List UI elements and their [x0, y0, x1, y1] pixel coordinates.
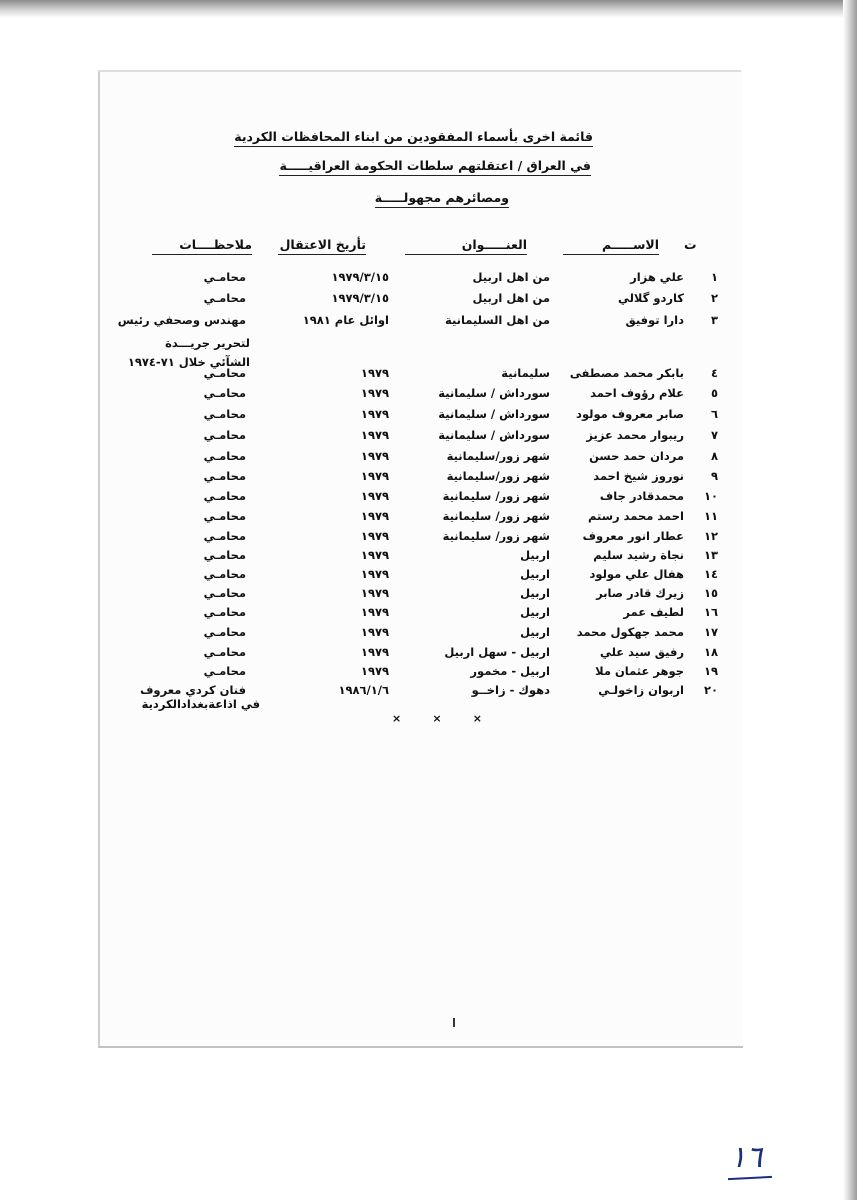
row-number: ٤: [710, 366, 718, 380]
row-notes: محامـي: [203, 605, 246, 619]
row-number: ٩: [710, 469, 718, 483]
row-notes: محامـي: [203, 509, 246, 523]
row-date: ١٩٧٩: [360, 645, 389, 659]
table-row: [100, 428, 720, 446]
row-name: اربوان زاخولـي: [598, 683, 684, 697]
row-name: جوهر عثمان ملا: [595, 664, 684, 678]
row-number: ٨: [710, 449, 718, 463]
sheet-top-edge: [98, 70, 741, 72]
row-address: سورداش / سليمانية: [438, 386, 550, 400]
row-number: ١٦: [703, 605, 718, 619]
row-address: شهر زور/سليمانية: [446, 469, 550, 483]
row-number: ٣: [710, 313, 718, 327]
row-notes: محامـي: [203, 567, 246, 581]
table-row: [100, 469, 720, 487]
row-number: ٢: [710, 291, 718, 305]
title-line-1: قائمة اخرى بأسماء المفقودين من ابناء المحافظات الكردية: [234, 129, 593, 147]
row-name: احمد محمد رستم: [588, 509, 684, 523]
row-name: هفال علي مولود: [589, 567, 684, 581]
header-address: العنـــــوان: [405, 237, 527, 255]
row-address: من اهل اربيل: [472, 291, 550, 305]
page-number-underline: [728, 1176, 772, 1180]
row-number: ١٢: [703, 529, 718, 543]
row-notes: محامـي: [203, 489, 246, 503]
row-address: اربيل: [520, 625, 550, 639]
row-date: ١٩٧٩: [360, 586, 389, 600]
row-notes: محامـي: [203, 586, 246, 600]
row-date: ١٩٧٩: [360, 548, 389, 562]
notes-extra-line: الشآئي خلال ٧١-١٩٧٤: [127, 355, 250, 369]
row-name: نجاة رشيد سليم: [593, 548, 684, 562]
notes-extra-line: في اذاعةبغدادالكردية: [141, 697, 260, 711]
handwritten-page-number: ١٦: [730, 1140, 763, 1175]
row-date: ١٩٧٩: [360, 469, 389, 483]
row-address: شهر زور/ سليمانية: [442, 509, 550, 523]
row-notes: محامـي: [203, 407, 246, 421]
row-date: ١٩٧٩: [360, 664, 389, 678]
row-notes: محامـي: [203, 548, 246, 562]
row-number: ٢٠: [703, 683, 718, 697]
row-address: سورداش / سليمانية: [438, 407, 550, 421]
row-name: كاردو گلالي: [617, 291, 684, 305]
row-date: ١٩٧٩: [360, 529, 389, 543]
table-row: [100, 509, 720, 527]
row-address: اربيل: [520, 586, 550, 600]
row-name: صابر معروف مولود: [576, 407, 684, 421]
row-address: شهر زور/ سليمانية: [442, 529, 550, 543]
row-date: ١٩٧٩/٣/١٥: [331, 291, 389, 305]
row-date: اوائل عام ١٩٨١: [302, 313, 389, 327]
row-number: ١١: [703, 509, 718, 523]
table-row: [100, 605, 720, 623]
row-name: رفيق سيد علي: [599, 645, 684, 659]
row-date: ١٩٨٦/١/٦: [338, 683, 389, 697]
row-date: ١٩٧٩: [360, 449, 389, 463]
row-date: ١٩٧٩: [360, 605, 389, 619]
row-address: اربيل: [520, 567, 550, 581]
header-notes: ملاحظــــات: [152, 237, 252, 255]
row-address: دهوك - زاخــو: [471, 683, 550, 697]
title-line-3: ومصائرهم مجهولـــــة: [375, 190, 509, 208]
row-number: ٦: [710, 407, 718, 421]
page-tick-mark: [453, 1018, 455, 1027]
row-name: ريبوار محمد عزيز: [586, 428, 684, 442]
table-row: [100, 313, 720, 331]
end-mark: ×: [392, 712, 402, 725]
table-row: [100, 489, 720, 507]
table-row: [100, 270, 720, 288]
table-row: [100, 625, 720, 643]
table-row: [100, 548, 720, 566]
end-mark: ×: [432, 712, 442, 725]
row-name: علي هزار: [630, 270, 684, 284]
row-notes: محامـي: [203, 291, 246, 305]
title-line-2: في العراق / اعتقلتهم سلطات الحكومة العراقيـــــة: [279, 158, 591, 176]
row-name: مردان حمد حسن: [589, 449, 684, 463]
row-name: عطار انور معروف: [582, 529, 684, 543]
row-address: من اهل السليمانية: [444, 313, 550, 327]
row-address: سليمانية: [501, 366, 550, 380]
row-name: محمد جهكول محمد: [576, 625, 684, 639]
row-date: ١٩٧٩: [360, 386, 389, 400]
row-number: ١٣: [703, 548, 718, 562]
row-name: لطيف عمر: [623, 605, 684, 619]
row-date: ١٩٧٩: [360, 428, 389, 442]
row-name: علام رؤوف احمد: [590, 386, 684, 400]
row-date: ١٩٧٩: [360, 509, 389, 523]
table-row: [100, 529, 720, 547]
row-number: ١: [710, 270, 718, 284]
table-row: [100, 567, 720, 585]
row-name: بابكر محمد مصطفى: [569, 366, 684, 380]
table-row: [100, 449, 720, 467]
row-notes: محامـي: [203, 270, 246, 284]
row-number: ١٥: [703, 586, 718, 600]
row-notes: محامـي: [203, 664, 246, 678]
row-notes: محامـي: [203, 625, 246, 639]
row-date: ١٩٧٩: [360, 567, 389, 581]
row-number: ١٤: [703, 567, 718, 581]
notes-extra-line: لتحرير جريـــدة: [165, 336, 250, 350]
row-notes: فنان كردي معروف: [140, 683, 246, 697]
scan-right-shadow: [843, 0, 857, 1200]
row-notes: محامـي: [203, 366, 246, 380]
row-number: ٧: [710, 428, 718, 442]
header-name: الاســـــم: [563, 237, 659, 255]
table-row: [100, 664, 720, 682]
row-name: محمدقادر جاف: [599, 489, 684, 503]
row-address: شهر زور/ سليمانية: [442, 489, 550, 503]
row-address: اربيل - سهل اربيل: [444, 645, 550, 659]
row-date: ١٩٧٩/٣/١٥: [331, 270, 389, 284]
row-number: ٥: [710, 386, 718, 400]
table-row: [100, 291, 720, 309]
row-date: ١٩٧٩: [360, 625, 389, 639]
row-address: سورداش / سليمانية: [438, 428, 550, 442]
row-number: ١٩: [703, 664, 718, 678]
row-name: نوروز شيخ احمد: [593, 469, 684, 483]
row-date: ١٩٧٩: [360, 366, 389, 380]
row-address: اربيل - مخمور: [470, 664, 550, 678]
scan-top-shadow: [0, 0, 857, 18]
row-address: شهر زور/سليمانية: [446, 449, 550, 463]
row-address: اربيل: [520, 548, 550, 562]
end-mark: ×: [472, 712, 482, 725]
row-notes: محامـي: [203, 529, 246, 543]
row-date: ١٩٧٩: [360, 489, 389, 503]
row-address: من اهل اربيل: [472, 270, 550, 284]
row-notes: محامـي: [203, 645, 246, 659]
row-name: دارا توفيق: [625, 313, 684, 327]
row-date: ١٩٧٩: [360, 407, 389, 421]
header-number: ت: [684, 237, 697, 252]
row-notes: محامـي: [203, 386, 246, 400]
table-row: [100, 645, 720, 663]
table-row: [100, 586, 720, 604]
header-date: تأريخ الاعتقال: [278, 237, 366, 255]
row-name: زيرك قادر صابر: [596, 586, 684, 600]
row-address: اربيل: [520, 605, 550, 619]
table-row: [100, 386, 720, 404]
row-notes: محامـي: [203, 469, 246, 483]
table-row: [100, 407, 720, 425]
end-marks: [392, 712, 482, 725]
row-notes: محامـي: [203, 449, 246, 463]
row-notes: مهندس وصحفي رئيس: [117, 313, 246, 327]
row-number: ١٧: [703, 625, 718, 639]
row-number: ١٠: [703, 489, 718, 503]
row-notes: محامـي: [203, 428, 246, 442]
row-number: ١٨: [703, 645, 718, 659]
